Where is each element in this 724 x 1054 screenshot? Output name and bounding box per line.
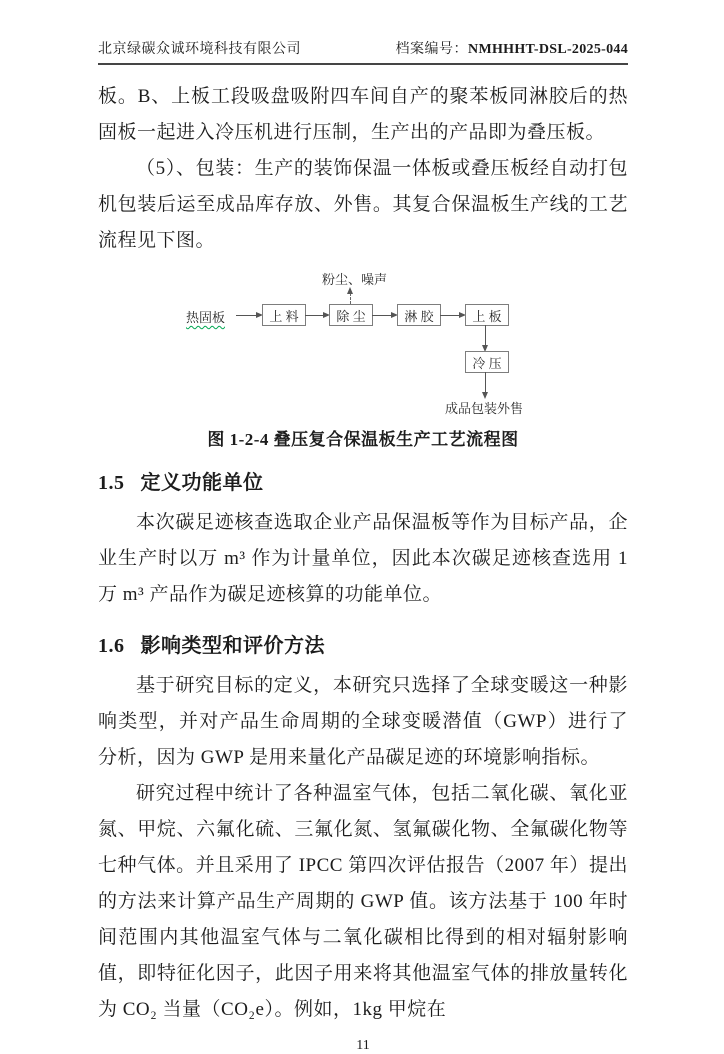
file-number-value: NMHHHT-DSL-2025-044	[468, 42, 628, 57]
section-1-6-paragraph-1: 基于研究目标的定义，本研究只选择了全球变暖这一种影响类型，并对产品生命周期的全球变暖潜值（GWP）进行了分析，因为 GWP 是用来量化产品碳足迹的环境影响指标。	[98, 675, 628, 768]
section-number: 1.5	[98, 472, 125, 494]
paragraph-packaging: （5）、包装：生产的装饰保温一体板或叠压板经自动打包机包装后运至成品库存放、外售。其复合保温板生产线的工艺流程见下图。	[98, 158, 628, 251]
file-number-label: 档案编号：	[395, 42, 469, 57]
figure-caption: 图 1-2-4 叠压复合保温板生产工艺流程图	[207, 430, 519, 449]
page-header	[98, 38, 628, 65]
section-number: 1.6	[98, 635, 125, 657]
arrow-right-icon	[372, 315, 396, 316]
section-heading-1-6	[98, 629, 628, 658]
process-box-cold-pressing: 冷 压	[465, 351, 509, 373]
paragraph-continuation: 板。B、上板工段吸盘吸附四车间自产的聚苯板同淋胶后的热固板一起进入冷压机进行压制，生产出的产品即为叠压板。	[98, 86, 628, 143]
arrow-down-icon	[485, 325, 486, 350]
arrow-right-icon	[440, 315, 464, 316]
arrowhead-up-icon	[347, 287, 353, 294]
section-1-6-paragraph-2: 研究过程中统计了各种温室气体，包括二氧化碳、氧化亚氮、甲烷、六氟化硫、三氟化氮、氢氟碳化物、全氟碳化物等七种气体。并且采用了 IPCC 第四次评估报告（2007 年）提出的方法来计算产品生产周期的 GWP 值。该方法基于 100 年时间范围内其他温室气体与二氧化碳相比得到的相对辐射影响值，即特征化因子，此因子用来将其他温室气体的排放量转化为 CO₂ 当量（CO₂e）。例如，1kg 甲烷在	[98, 783, 628, 1020]
file-number	[396, 38, 628, 58]
arrow-right-icon	[236, 315, 261, 316]
section-heading-1-5	[98, 466, 628, 495]
page-number: 11	[356, 1038, 370, 1053]
process-box-dust-removal: 除 尘	[329, 304, 373, 326]
arrow-right-icon	[305, 315, 328, 316]
arrow-down-icon	[485, 372, 486, 397]
section-title: 影响类型和评价方法	[140, 635, 325, 657]
process-box-gluing: 淋 胶	[397, 304, 441, 326]
diagram-output-label: 成品包装外售	[445, 401, 524, 416]
section-1-5-paragraph: 本次碳足迹核查选取企业产品保温板等作为目标产品，企业生产时以万 m³ 作为计量单位，因此本次碳足迹核查选用 1 万 m³ 产品作为碳足迹核算的功能单位。	[98, 512, 628, 605]
diagram-emission-label: 粉尘、噪声	[322, 272, 388, 287]
process-flow-diagram	[98, 267, 628, 419]
process-box-board-placing: 上 板	[465, 304, 509, 326]
process-box-loading: 上 料	[262, 304, 306, 326]
dashed-arrow-up-icon	[350, 289, 351, 304]
company-name: 北京绿碳众诚环境科技有限公司	[98, 42, 301, 57]
diagram-input-label: 热固板	[186, 310, 226, 325]
section-title: 定义功能单位	[140, 472, 264, 494]
